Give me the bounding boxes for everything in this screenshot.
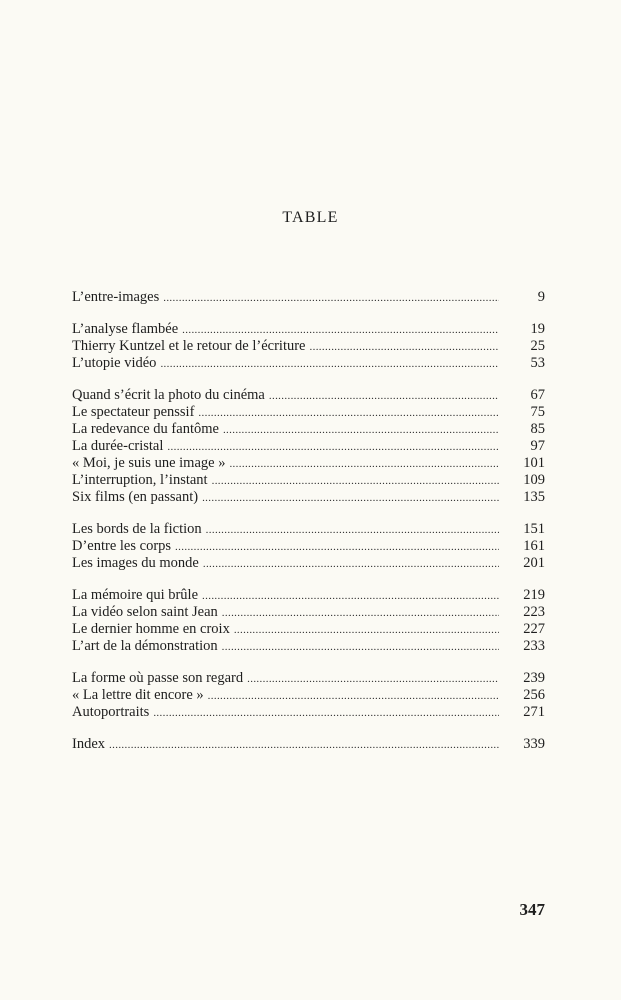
toc-entry[interactable] bbox=[72, 355, 545, 372]
toc-entry[interactable] bbox=[72, 321, 545, 338]
toc-entry-title: Les bords de la fiction bbox=[72, 521, 202, 537]
toc-entry-title: La durée-cristal bbox=[72, 438, 164, 454]
table-of-contents bbox=[72, 289, 545, 768]
toc-entry[interactable] bbox=[72, 289, 545, 306]
toc-entry-page-number: 9 bbox=[537, 289, 545, 305]
dot-leader bbox=[212, 473, 499, 490]
toc-entry[interactable] bbox=[72, 521, 545, 538]
toc-entry-title: L’art de la démonstration bbox=[72, 638, 218, 654]
toc-group bbox=[72, 321, 545, 372]
dot-leader bbox=[310, 339, 500, 356]
dot-leader bbox=[223, 422, 499, 439]
toc-entry-title: Le dernier homme en croix bbox=[72, 621, 230, 637]
toc-entry-title: « La lettre dit encore » bbox=[72, 687, 204, 703]
toc-entry-page-number: 227 bbox=[523, 621, 545, 637]
dot-leader bbox=[160, 356, 499, 373]
toc-entry-page-number: 223 bbox=[523, 604, 545, 620]
dot-leader bbox=[163, 290, 499, 307]
toc-entry[interactable] bbox=[72, 638, 545, 655]
toc-entry[interactable] bbox=[72, 438, 545, 455]
toc-group bbox=[72, 736, 545, 753]
toc-entry[interactable] bbox=[72, 670, 545, 687]
dot-leader bbox=[208, 688, 499, 705]
toc-group bbox=[72, 289, 545, 306]
dot-leader bbox=[109, 737, 499, 754]
toc-entry[interactable] bbox=[72, 455, 545, 472]
dot-leader bbox=[222, 605, 499, 622]
toc-entry-title: Le spectateur penssif bbox=[72, 404, 195, 420]
toc-entry[interactable] bbox=[72, 472, 545, 489]
toc-entry-title: L’analyse flambée bbox=[72, 321, 179, 337]
toc-entry-title: Six films (en passant) bbox=[72, 489, 199, 505]
dot-leader bbox=[202, 490, 499, 507]
toc-entry-title: Quand s’écrit la photo du cinéma bbox=[72, 387, 265, 403]
toc-entry-page-number: 109 bbox=[523, 472, 545, 488]
toc-entry-title: L’interruption, l’instant bbox=[72, 472, 208, 488]
toc-entry-page-number: 151 bbox=[523, 521, 545, 537]
toc-group bbox=[72, 521, 545, 572]
toc-entry-page-number: 201 bbox=[523, 555, 545, 571]
dot-leader bbox=[167, 439, 499, 456]
toc-entry[interactable] bbox=[72, 736, 545, 753]
toc-entry[interactable] bbox=[72, 687, 545, 704]
toc-entry-title: La redevance du fantôme bbox=[72, 421, 219, 437]
toc-entry[interactable] bbox=[72, 555, 545, 572]
toc-entry-title: « Moi, je suis une image » bbox=[72, 455, 226, 471]
dot-leader bbox=[175, 539, 499, 556]
toc-entry[interactable] bbox=[72, 421, 545, 438]
toc-entry-page-number: 19 bbox=[530, 321, 545, 337]
dot-leader bbox=[182, 322, 499, 339]
toc-entry-page-number: 135 bbox=[523, 489, 545, 505]
toc-entry-title: Index bbox=[72, 736, 106, 752]
toc-entry-page-number: 339 bbox=[523, 736, 545, 752]
toc-entry-page-number: 97 bbox=[530, 438, 545, 454]
toc-entry[interactable] bbox=[72, 338, 545, 355]
toc-entry-title: La mémoire qui brûle bbox=[72, 587, 199, 603]
dot-leader bbox=[269, 388, 499, 405]
toc-entry-page-number: 239 bbox=[523, 670, 545, 686]
toc-group bbox=[72, 587, 545, 655]
page-number: 347 bbox=[519, 900, 545, 919]
toc-entry-page-number: 271 bbox=[523, 704, 545, 720]
toc-entry-page-number: 219 bbox=[523, 587, 545, 603]
page-title: TABLE bbox=[282, 209, 339, 226]
toc-entry[interactable] bbox=[72, 604, 545, 621]
dot-leader bbox=[229, 456, 499, 473]
toc-entry-title: L’entre-images bbox=[72, 289, 160, 305]
toc-entry-page-number: 256 bbox=[523, 687, 545, 703]
toc-entry[interactable] bbox=[72, 387, 545, 404]
toc-entry[interactable] bbox=[72, 404, 545, 421]
toc-entry-page-number: 85 bbox=[530, 421, 545, 437]
toc-entry-page-number: 233 bbox=[523, 638, 545, 654]
toc-entry[interactable] bbox=[72, 587, 545, 604]
toc-entry[interactable] bbox=[72, 621, 545, 638]
dot-leader bbox=[234, 622, 499, 639]
dot-leader bbox=[153, 705, 499, 722]
dot-leader bbox=[206, 522, 499, 539]
toc-entry-title: La vidéo selon saint Jean bbox=[72, 604, 218, 620]
toc-entry-page-number: 53 bbox=[530, 355, 545, 371]
toc-entry-page-number: 161 bbox=[523, 538, 545, 554]
toc-entry[interactable] bbox=[72, 489, 545, 506]
toc-entry-page-number: 75 bbox=[530, 404, 545, 420]
toc-group bbox=[72, 387, 545, 506]
toc-entry-title: Autoportraits bbox=[72, 704, 150, 720]
toc-entry-title: D’entre les corps bbox=[72, 538, 172, 554]
toc-entry-title: L’utopie vidéo bbox=[72, 355, 157, 371]
dot-leader bbox=[203, 556, 499, 573]
toc-entry-page-number: 25 bbox=[530, 338, 545, 354]
dot-leader bbox=[202, 588, 499, 605]
toc-entry-page-number: 67 bbox=[530, 387, 545, 403]
toc-group bbox=[72, 670, 545, 721]
toc-entry-title: Thierry Kuntzel et le retour de l’écriture bbox=[72, 338, 306, 354]
toc-entry-title: Les images du monde bbox=[72, 555, 199, 571]
dot-leader bbox=[247, 671, 499, 688]
toc-entry[interactable] bbox=[72, 538, 545, 555]
toc-entry[interactable] bbox=[72, 704, 545, 721]
dot-leader bbox=[198, 405, 499, 422]
dot-leader bbox=[222, 639, 499, 656]
toc-entry-title: La forme où passe son regard bbox=[72, 670, 244, 686]
toc-entry-page-number: 101 bbox=[523, 455, 545, 471]
